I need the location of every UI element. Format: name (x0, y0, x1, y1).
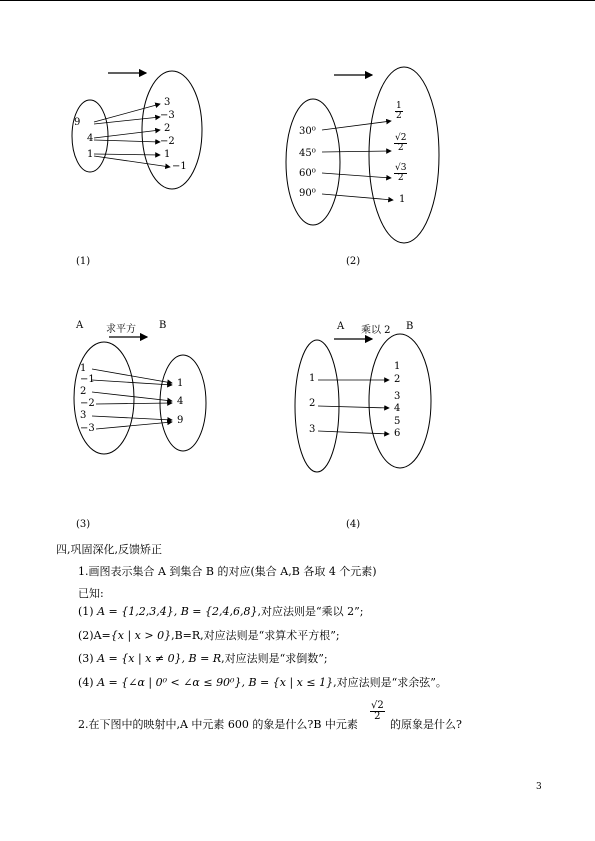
d3-left-1: −1 (80, 374, 95, 385)
d3-left-2: 2 (80, 386, 87, 397)
d4-left-0: 1 (309, 373, 316, 384)
d4-right-5: 6 (394, 428, 401, 439)
d1-caption: (1) (76, 256, 91, 267)
d2-right-last: 1 (399, 194, 406, 205)
d4-left-2: 3 (309, 424, 316, 435)
d1-right-3: −2 (160, 136, 175, 147)
d3-left-3: −2 (80, 398, 95, 409)
d1-right-0: 3 (164, 97, 171, 108)
d2-right-frac-1: $\frac{√2}{2}$ (395, 133, 407, 153)
d1-right-2: 2 (164, 123, 171, 134)
q1-item-2: (2)A={x | x > 0},B=R,对应法则是“求算术平方根”; (78, 629, 340, 642)
d3-left-5: −3 (80, 423, 95, 434)
d4-right-0: 1 (394, 361, 401, 372)
d1-left-1: 4 (87, 133, 94, 144)
d1-left-2: 1 (87, 149, 94, 160)
q1-title: 1.画图表示集合 A 到集合 B 的对应(集合 A,B 各取 4 个元素) (78, 565, 377, 578)
d4-caption: (4) (346, 519, 361, 530)
q1-item-1: (1) A = {1,2,3,4}, B = {2,4,6,8},对应法则是“乘以 2”; (78, 605, 364, 618)
diagram4-set-a (295, 340, 339, 472)
d2-left-1: 45⁰ (299, 148, 316, 159)
d4-right-1: 2 (394, 374, 401, 385)
d4-right-4: 5 (394, 416, 401, 427)
d3-rule: 求平方 (106, 324, 136, 335)
d3-caption: (3) (76, 519, 91, 530)
d4-left-1: 2 (309, 398, 316, 409)
q1-item-3: (3) A = {x | x ≠ 0}, B = R,对应法则是“求倒数”; (78, 652, 328, 665)
d1-left-0: 9 (74, 117, 81, 128)
d2-right-frac-2: $\frac{√3}{2}$ (395, 163, 407, 183)
d2-right-frac-0: $\frac{1}{2}$ (396, 101, 402, 121)
d4-rule: 乘以 2 (361, 325, 391, 336)
d4-right-2: 3 (394, 391, 401, 402)
d3-set-a: A (76, 320, 84, 331)
d3-right-1: 4 (177, 396, 184, 407)
d2-left-0: 30⁰ (299, 126, 316, 137)
q2-text-a: 2.在下图中的映射中,A 中元素 600 的象是什么?B 中元素 (78, 718, 358, 731)
d3-right-0: 1 (177, 378, 184, 389)
d3-left-4: 3 (80, 410, 87, 421)
diagram2-set-a (286, 99, 340, 225)
q1-item-4: (4) A = {∠α | 0⁰ < ∠α ≤ 90⁰}, B = {x | x ≤ 1},对应法则是“求余弦”。 (78, 676, 447, 689)
d4-set-b: B (406, 321, 414, 332)
d3-left-0: 1 (80, 363, 87, 374)
d1-right-5: −1 (172, 161, 187, 172)
q1-known: 已知: (78, 587, 104, 600)
d4-set-a: A (337, 321, 345, 332)
d3-set-b: B (159, 320, 167, 331)
d2-left-2: 60⁰ (299, 168, 316, 179)
d2-left-3: 90⁰ (299, 188, 316, 199)
d3-right-2: 9 (177, 415, 184, 426)
d1-right-4: 1 (164, 149, 171, 160)
d2-caption: (2) (346, 256, 361, 267)
d1-right-1: −3 (160, 110, 175, 121)
section-heading: 四,巩固深化,反馈矫正 (56, 543, 162, 556)
q2-fraction: $\frac{√2}{2}$ (371, 700, 384, 722)
diagram2-set-b (369, 67, 439, 243)
q2-text-b: 的原象是什么? (390, 718, 462, 731)
page-number: 3 (536, 782, 542, 792)
d4-right-3: 4 (394, 403, 401, 414)
